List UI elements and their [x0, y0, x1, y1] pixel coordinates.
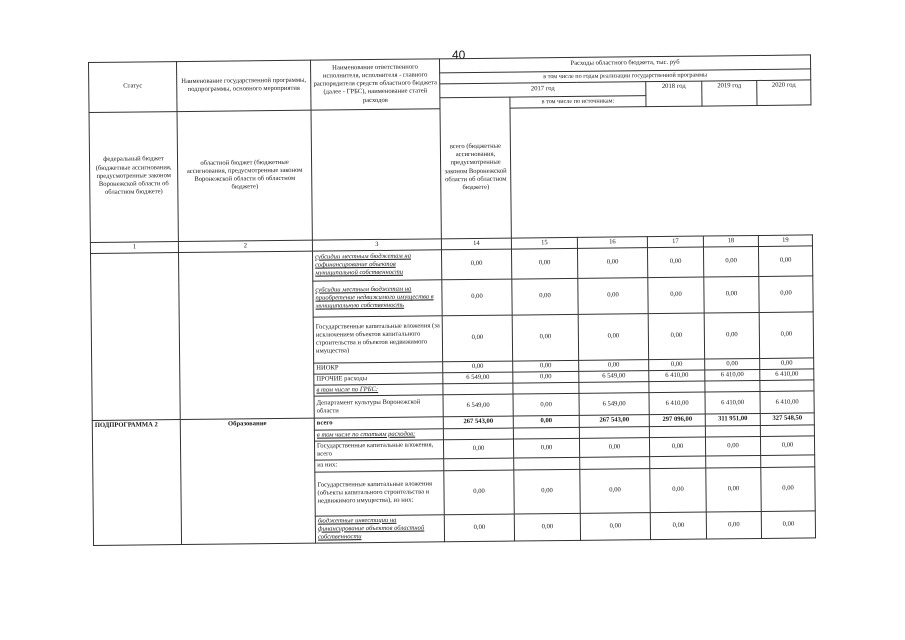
- col-number: 1: [90, 241, 178, 253]
- amount-cell: 297 096,00: [649, 414, 705, 426]
- col-number: 2: [178, 240, 312, 253]
- expense-item-label: субсидии местным бюджетам на приобретение недвижимого имущества в муниципальную собственность: [313, 280, 442, 317]
- budget-table: [88, 54, 816, 546]
- amount-cell: 0,00: [650, 512, 706, 540]
- amount-cell: 0,00: [512, 314, 578, 361]
- header-by-years: в том числе по годам реализации государственной программы: [440, 69, 811, 84]
- amount-cell: 0,00: [705, 358, 760, 370]
- col-number: 18: [703, 235, 758, 247]
- amount-cell: 0,00: [761, 467, 816, 512]
- amount-cell: 0,00: [704, 276, 759, 313]
- amount-cell: 0,00: [511, 248, 577, 279]
- amount-cell: 0,00: [514, 513, 580, 541]
- amount-cell: 6 410,00: [705, 392, 760, 415]
- amount-cell: 6 410,00: [649, 370, 705, 382]
- amount-cell: 0,00: [647, 247, 703, 278]
- amount-cell: 0,00: [443, 439, 513, 459]
- amount-cell: 6 410,00: [649, 392, 705, 415]
- amount-cell: 0,00: [513, 438, 579, 458]
- col-number: 16: [577, 236, 647, 248]
- header-year-2018: 2018 год: [646, 81, 702, 106]
- empty-name-cell: [178, 251, 314, 420]
- amount-cell: 0,00: [580, 512, 650, 540]
- expense-item-label: Государственные капитальные вложения (за исключением объектов капитального строительства и объектов недвижимого имущества): [313, 316, 442, 363]
- amount-cell: 0,00: [579, 359, 649, 371]
- header-grbs: Наименование ответственного исполнителя, исполнителя - главного распорядителя средств областного бюджета (далее - ГРБС), наименование статей расходов: [310, 59, 440, 110]
- amount-cell: [579, 382, 649, 394]
- col-number: 3: [312, 238, 441, 251]
- page-number: 40: [452, 48, 466, 62]
- amount-cell: 6 549,00: [443, 395, 513, 418]
- amount-cell: 0,00: [761, 511, 815, 539]
- amount-cell: 6 549,00: [579, 393, 649, 416]
- empty-status-cell: [91, 252, 181, 421]
- amount-cell: 6 549,00: [579, 371, 649, 383]
- header-year-2020: 2020 год: [757, 80, 811, 105]
- amount-cell: [513, 383, 579, 395]
- amount-cell: 0,00: [579, 438, 649, 458]
- amount-cell: 0,00: [513, 371, 579, 383]
- amount-cell: 0,00: [443, 361, 513, 373]
- amount-cell: [649, 381, 705, 393]
- amount-cell: 0,00: [444, 514, 514, 542]
- amount-cell: 311 951,00: [705, 414, 760, 426]
- amount-cell: 0,00: [650, 468, 706, 513]
- amount-cell: [760, 380, 814, 392]
- header-by-sources: в том числе по источникам:: [510, 95, 646, 107]
- expense-item-label: всего: [314, 417, 443, 430]
- amount-cell: 0,00: [444, 470, 514, 515]
- amount-cell: 0,00: [513, 360, 579, 372]
- expense-item-label: НИОКР: [314, 362, 443, 375]
- amount-cell: 6 410,00: [760, 369, 814, 381]
- amount-cell: 0,00: [442, 315, 512, 362]
- amount-cell: [649, 426, 705, 438]
- header-program-name: Наименование государственной программы, подпрограммы, основного мероприятия: [177, 60, 312, 111]
- amount-cell: [443, 383, 513, 395]
- header-expenses: Расходы областного бюджета, тыс. руб: [439, 55, 810, 73]
- amount-cell: 0,00: [705, 436, 760, 456]
- header-year-2019: 2019 год: [702, 80, 757, 105]
- subprogram-name: Образование: [180, 419, 315, 545]
- expense-item-label: субсидии местным бюджетам на софинансирование объектов муниципальной собственности: [312, 250, 441, 281]
- col-number: 17: [647, 236, 703, 248]
- header-total: всего (бюджетные ассигнования, предусмотренные законом Воронежской области об областном бюджете): [440, 97, 511, 238]
- amount-cell: [514, 458, 580, 470]
- amount-cell: 6 410,00: [705, 369, 760, 381]
- amount-cell: [513, 427, 579, 439]
- amount-cell: 0,00: [759, 312, 814, 359]
- amount-cell: [579, 426, 649, 438]
- amount-cell: 0,00: [442, 279, 512, 316]
- expense-item-label: бюджетные инвестиции на финансирование объектов областной собственности: [315, 514, 444, 543]
- expense-item-label: из них:: [315, 459, 444, 472]
- amount-cell: 0,00: [441, 249, 511, 280]
- amount-cell: 0,00: [514, 469, 580, 514]
- amount-cell: 0,00: [703, 246, 758, 277]
- header-status: Статус: [89, 62, 178, 112]
- amount-cell: 0,00: [648, 313, 704, 360]
- header-federal: федеральный бюджет (бюджетные ассигнования, предусмотренные законом Воронежской области об областном бюджете): [89, 111, 178, 242]
- amount-cell: 327 548,50: [760, 413, 814, 425]
- amount-cell: [705, 425, 760, 437]
- subprogram-status: ПОДПРОГРАММА 2: [92, 420, 181, 546]
- amount-cell: 267 543,00: [443, 417, 513, 429]
- amount-cell: 6 549,00: [443, 372, 513, 384]
- amount-cell: [760, 425, 814, 437]
- amount-cell: 267 543,00: [579, 415, 649, 427]
- amount-cell: 0,00: [513, 394, 579, 417]
- amount-cell: 0,00: [704, 312, 759, 359]
- header-regional: областной бюджет (бюджетные ассигнования, предусмотренные законом Воронежской области об областном бюджете): [177, 110, 312, 241]
- amount-cell: [706, 456, 761, 468]
- amount-cell: 0,00: [706, 511, 761, 539]
- amount-cell: 0,00: [706, 467, 761, 512]
- amount-cell: 6 410,00: [760, 391, 814, 414]
- expense-item-label: ПРОЧИЕ расходы: [314, 373, 443, 386]
- amount-cell: 0,00: [758, 246, 812, 277]
- expense-item-label: в том числе по ГРБС:: [314, 384, 443, 397]
- amount-cell: 0,00: [649, 359, 705, 371]
- amount-cell: 0,00: [649, 437, 705, 457]
- col-number: 19: [758, 234, 812, 246]
- header-year-2017: 2017 год: [440, 81, 646, 97]
- col-number: 15: [511, 237, 577, 249]
- expense-item-label: в том числе по статьям расходов:: [314, 428, 443, 441]
- amount-cell: [650, 456, 706, 468]
- amount-cell: 0,00: [578, 313, 648, 360]
- amount-cell: 0,00: [759, 276, 813, 313]
- amount-cell: 0,00: [578, 277, 648, 314]
- expense-item-label: Государственные капитальные вложения, всего: [314, 440, 443, 461]
- amount-cell: 0,00: [648, 277, 704, 314]
- amount-cell: [761, 455, 815, 467]
- budget-table-sheet: [88, 54, 815, 557]
- amount-cell: [443, 428, 513, 440]
- amount-cell: [444, 458, 514, 470]
- amount-cell: 0,00: [760, 358, 814, 370]
- expense-item-label: Департамент культуры Воронежской области: [314, 395, 443, 418]
- amount-cell: 0,00: [513, 416, 579, 428]
- col-number: 14: [441, 238, 511, 250]
- amount-cell: [705, 381, 760, 393]
- amount-cell: 0,00: [577, 247, 647, 278]
- amount-cell: 0,00: [512, 278, 578, 315]
- expense-item-label: Государственные капитальные вложения (объекты капитального строительства и недвижимого имущества), из них:: [315, 470, 444, 515]
- amount-cell: 0,00: [760, 436, 814, 456]
- amount-cell: [580, 457, 650, 469]
- amount-cell: 0,00: [580, 468, 650, 513]
